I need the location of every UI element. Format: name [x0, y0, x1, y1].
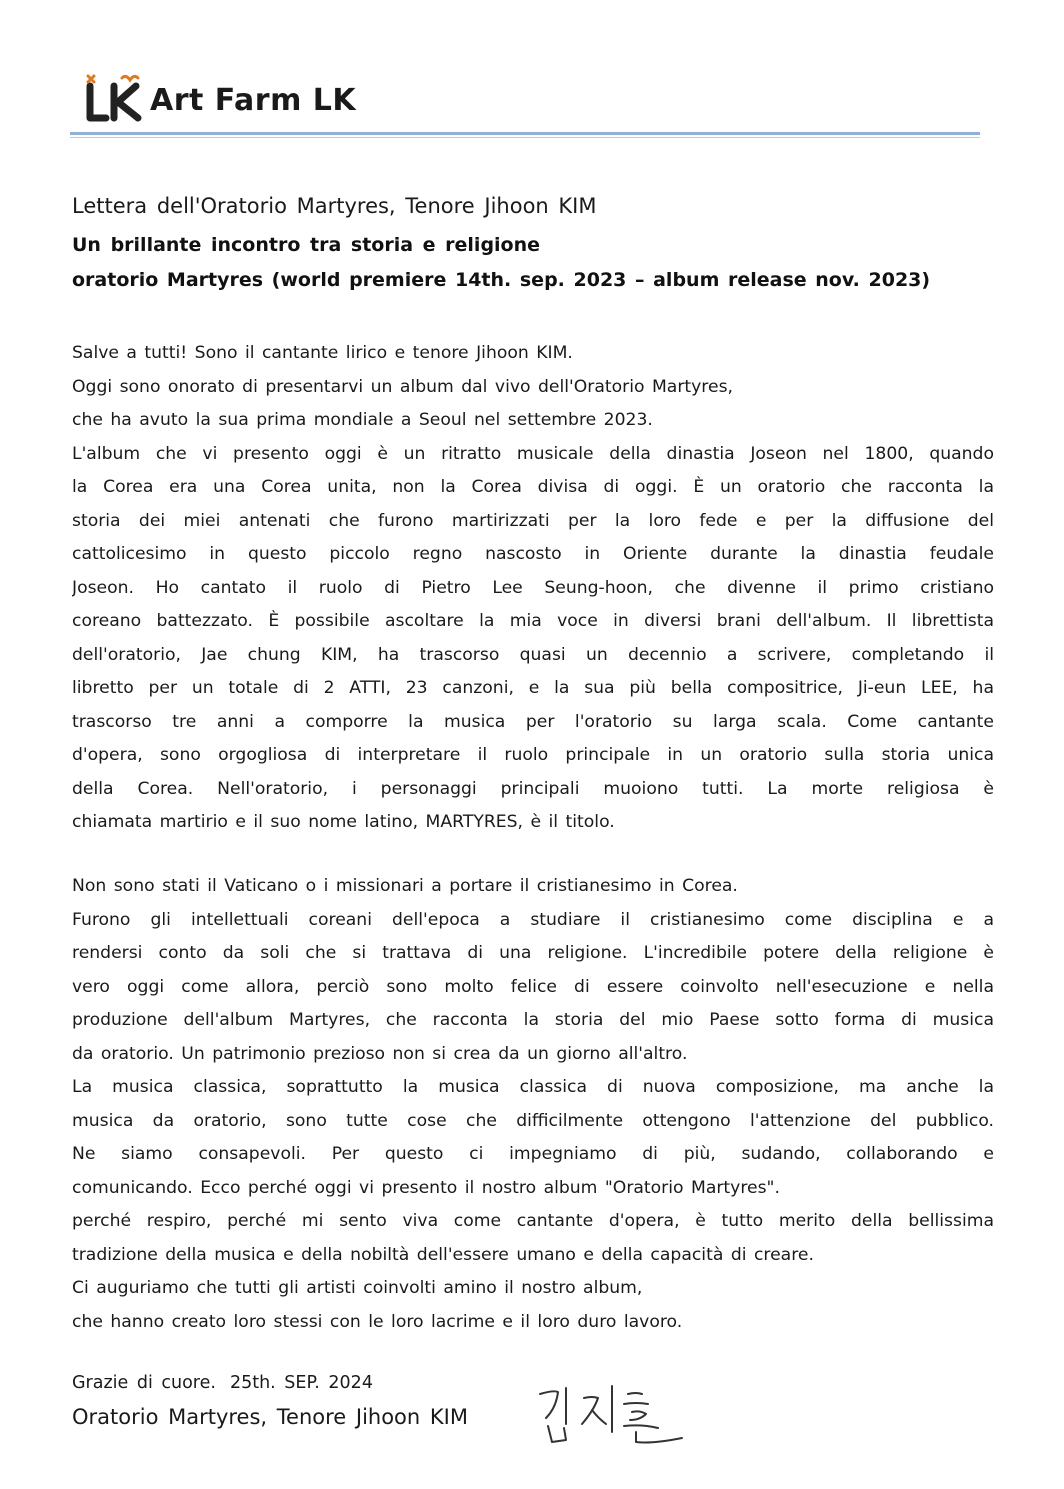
text-line: cattolicesimo in questo piccolo regno nascosto in Oriente durante la dinastia feudale [72, 544, 994, 564]
text-line: che ha avuto la sua prima mondiale a Seoul nel settembre 2023. [72, 410, 653, 430]
text-line: tradizione della musica e della nobiltà dell'essere umano e della capacità di creare. [72, 1244, 814, 1265]
text-line: musica da oratorio, sono tutte cose che difficilmente ottengono l'attenzione del pubblico. [72, 1110, 994, 1131]
paragraph-1 [72, 337, 994, 840]
text-line: la Corea era una Corea unita, non la Corea divisa di oggi. È un oratorio che racconta la [72, 477, 994, 497]
text-line: Joseon. Ho cantato il ruolo di Pietro Lee Seung-hoon, che divenne il primo cristiano [72, 577, 994, 598]
logo-suffix: LK [312, 82, 357, 118]
text-line: storia dei miei antenati che furono martirizzati per la loro fede e per la diffusione del [72, 510, 994, 531]
text-line: da oratorio. Un patrimonio prezioso non si crea da un giorno all'altro. [72, 1043, 688, 1064]
header-rule-thin [70, 137, 980, 138]
text-line: La musica classica, soprattutto la musica classica di nuova composizione, ma anche la [72, 1077, 994, 1097]
text-line: L'album che vi presento oggi è un ritratto musicale della dinastia Joseon nel 1800, quando [72, 443, 994, 464]
paragraph-2 [72, 870, 994, 1339]
lk-logo-icon [80, 72, 144, 128]
text-line: libretto per un totale di 2 ATTI, 23 canzoni, e la sua più bella compositrice, Ji-eun LEE, ha [72, 678, 994, 698]
text-line: Salve a tutti! Sono il cantante lirico e tenore Jihoon KIM. [72, 343, 573, 363]
text-line: perché respiro, perché mi sento viva come cantante d'opera, è tutto merito della bellissima [72, 1211, 994, 1231]
handwritten-signature [532, 1380, 702, 1450]
text-line: della Corea. Nell'oratorio, i personaggi principali muoiono tutti. La morte religiosa è [72, 778, 994, 799]
text-line: trascorso tre anni a comporre la musica per l'oratorio su larga scala. Come cantante [72, 711, 994, 732]
text-line: Ci auguriamo che tutti gli artisti coinvolti amino il nostro album, [72, 1278, 643, 1298]
letter-subtitle-1: Un brillante incontro tra storia e religione [72, 234, 541, 256]
letter-date: 25th. SEP. 2024 [229, 1373, 373, 1393]
text-line: dell'oratorio, Jae chung KIM, ha trascorso quasi un decennio a scrivere, completando il [72, 644, 994, 665]
letter-title: Lettera dell'Oratorio Martyres, Tenore Jihoon KIM [72, 194, 597, 218]
text-line: produzione dell'album Martyres, che racconta la storia del mio Paese sotto forma di musica [72, 1010, 994, 1030]
letter-subtitle-2: oratorio Martyres (world premiere 14th. sep. 2023 – album release nov. 2023) [72, 269, 931, 291]
text-line: coreano battezzato. È possibile ascoltare la mia voce in diversi brani dell'album. Il librettista [72, 611, 994, 631]
text-line: Oggi sono onorato di presentarvi un album dal vivo dell'Oratorio Martyres, [72, 376, 733, 397]
logo-text: Art Farm LK [150, 82, 357, 118]
text-line: vero oggi come allora, perciò sono molto felice di essere coinvolto nell'esecuzione e nella [72, 976, 994, 997]
art-farm-lk-logo [80, 72, 356, 128]
text-line: Non sono stati il Vaticano o i missionari a portare il cristianesimo in Corea. [72, 876, 738, 896]
text-line: che hanno creato loro stessi con le loro lacrime e il loro duro lavoro. [72, 1311, 683, 1332]
text-line: Ne siamo consapevoli. Per questo ci impegniamo di più, sudando, collaborando e [72, 1144, 994, 1164]
text-line: rendersi conto da soli che si trattava di una religione. L'incredibile potere della religione è [72, 943, 994, 963]
text-line: chiamata martirio e il suo nome latino, MARTYRES, è il titolo. [72, 812, 615, 832]
text-line: Furono gli intellettuali coreani dell'epoca a studiare il cristianesimo come disciplina e a [72, 909, 994, 930]
signature-name: Oratorio Martyres, Tenore Jihoon KIM [72, 1405, 468, 1429]
header-rule [70, 132, 980, 135]
closing-line [72, 1373, 373, 1393]
text-line: comunicando. Ecco perché oggi vi presento il nostro album "Oratorio Martyres". [72, 1177, 780, 1198]
text-line: d'opera, sono orgogliosa di interpretare il ruolo principale in un oratorio sulla storia unica [72, 745, 994, 765]
thanks-text: Grazie di cuore. [72, 1373, 216, 1393]
